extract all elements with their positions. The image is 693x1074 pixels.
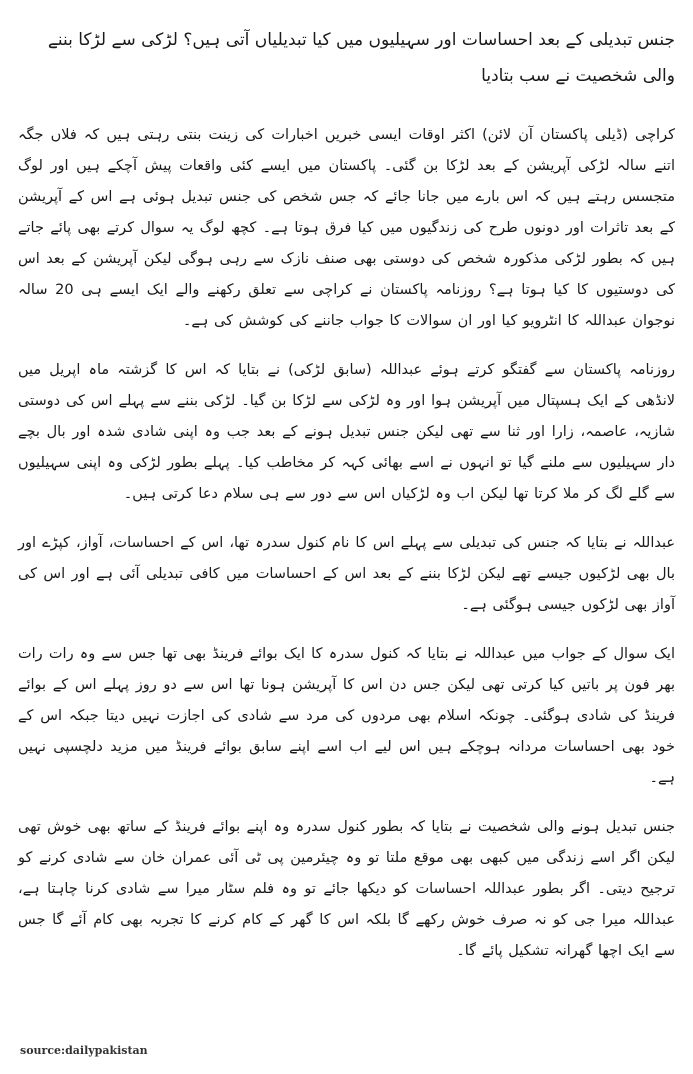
article-paragraph: جنس تبدیل ہونے والی شخصیت نے بتایا کہ بطور کنول سدرہ وہ اپنے بوائے فرینڈ کے ساتھ بھی خوش تھی لیکن اگر اسے زندگی میں کبھی بھی موقع ملتا تو وہ چیئرمین پی ٹی آئی عمران خان سے شادی کرنے کو ترجیح دیتی۔ اگر بطور عبداللہ احساسات کو دیکھا جائے تو وہ فلم سٹار میرا سے شادی کرنا چاہتا ہے، عبداللہ میرا جی کو نہ صرف خوش رکھے گا بلکہ اس کا گھر کے کام کرنے کا تجربہ بھی کام آئے گا جس سے ایک اچھا گھرانہ تشکیل پائے گا۔: [18, 819, 675, 959]
article-headline: جنس تبدیلی کے بعد احساسات اور سہیلیوں میں کیا تبدیلیاں آتی ہیں؟ لڑکی سے لڑکا بننے والی شخصیت نے سب بتادیا: [47, 30, 675, 86]
article-paragraph: روزنامہ پاکستان سے گفتگو کرتے ہوئے عبداللہ (سابق لڑکی) نے بتایا کہ اس کا گزشتہ ماہ اپریل میں لانڈھی کے ایک ہسپتال میں آپریشن ہوا اور وہ لڑکی سے لڑکا بن گیا۔ لڑکی بننے سے پہلے اس کی دوستی شازیہ، عاصمہ، زارا اور ثنا سے تھی لیکن جنس تبدیل ہونے کے بعد جب وہ اپنی شادی شدہ اور بال بچے دار سہیلیوں سے ملنے گیا تو انہوں نے اسے بھائی کہہ کر مخاطب کیا۔ پہلے بطور لڑکی وہ اپنی سہیلیوں سے گلے لگ کر ملا کرتا تھا لیکن اب وہ لڑکیاں اس سے دور سے ہی سلام دعا کرتی ہیں۔: [18, 362, 675, 502]
article-paragraph: عبداللہ نے بتایا کہ جنس کی تبدیلی سے پہلے اس کا نام کنول سدرہ تھا، اس کے احساسات، آواز، کپڑے اور بال بھی لڑکیوں جیسے تھے لیکن لڑکا بننے کے بعد اس کے احساسات میں کافی تبدیلی آئی ہے اور اس کی آواز بھی لڑکوں جیسی ہوگئی ہے۔: [18, 535, 675, 613]
article-paragraph: کراچی (ڈیلی پاکستان آن لائن) اکثر اوقات ایسی خبریں اخبارات کی زینت بنتی رہتی ہیں کہ فلاں جگہ اتنے سالہ لڑکی آپریشن کے بعد لڑکا بن گئی۔ پاکستان میں ایسے کئی واقعات پیش آچکے ہیں اور لوگ متجسس رہتے ہیں کہ اس بارے میں جانا جائے کہ جس شخص کی جنس تبدیل ہوئی ہے اس کے آپریشن کے بعد تاثرات اور دونوں طرح کی زندگیوں میں کیا فرق ہوتا ہے۔ کچھ لوگ یہ سوال کرتے بھی پائے جاتے ہیں کہ بطور لڑکی مذکورہ شخص کی دوستی بھی صنف نازک سے رہی ہوگی لیکن آپریشن کے بعد اس کی دوستیوں کا کیا ہوتا ہے؟ روزنامہ پاکستان نے کراچی سے تعلق رکھنے والے ایک ایسے ہی 20 سالہ نوجوان عبداللہ کا انٹرویو کیا اور ان سوالات کا جواب جاننے کی کوشش کی ہے۔: [18, 127, 675, 329]
source-credit: source:dailypakistan: [20, 1044, 148, 1057]
article-paragraph: ایک سوال کے جواب میں عبداللہ نے بتایا کہ کنول سدرہ کا ایک بوائے فرینڈ بھی تھا جس سے وہ رات رات بھر فون پر باتیں کیا کرتی تھی لیکن جس دن اس کا آپریشن ہونا تھا اس سے دو روز پہلے اس کے بوائے فرینڈ کی شادی ہوگئی۔ چونکہ اسلام بھی مردوں کی مرد سے شادی کی اجازت نہیں دیتا جبکہ اس کے خود بھی احساسات مردانہ ہوچکے ہیں اس لیے اب اسے اپنے سابق بوائے فرینڈ میں مزید دلچسپی نہیں ہے۔: [18, 646, 675, 786]
